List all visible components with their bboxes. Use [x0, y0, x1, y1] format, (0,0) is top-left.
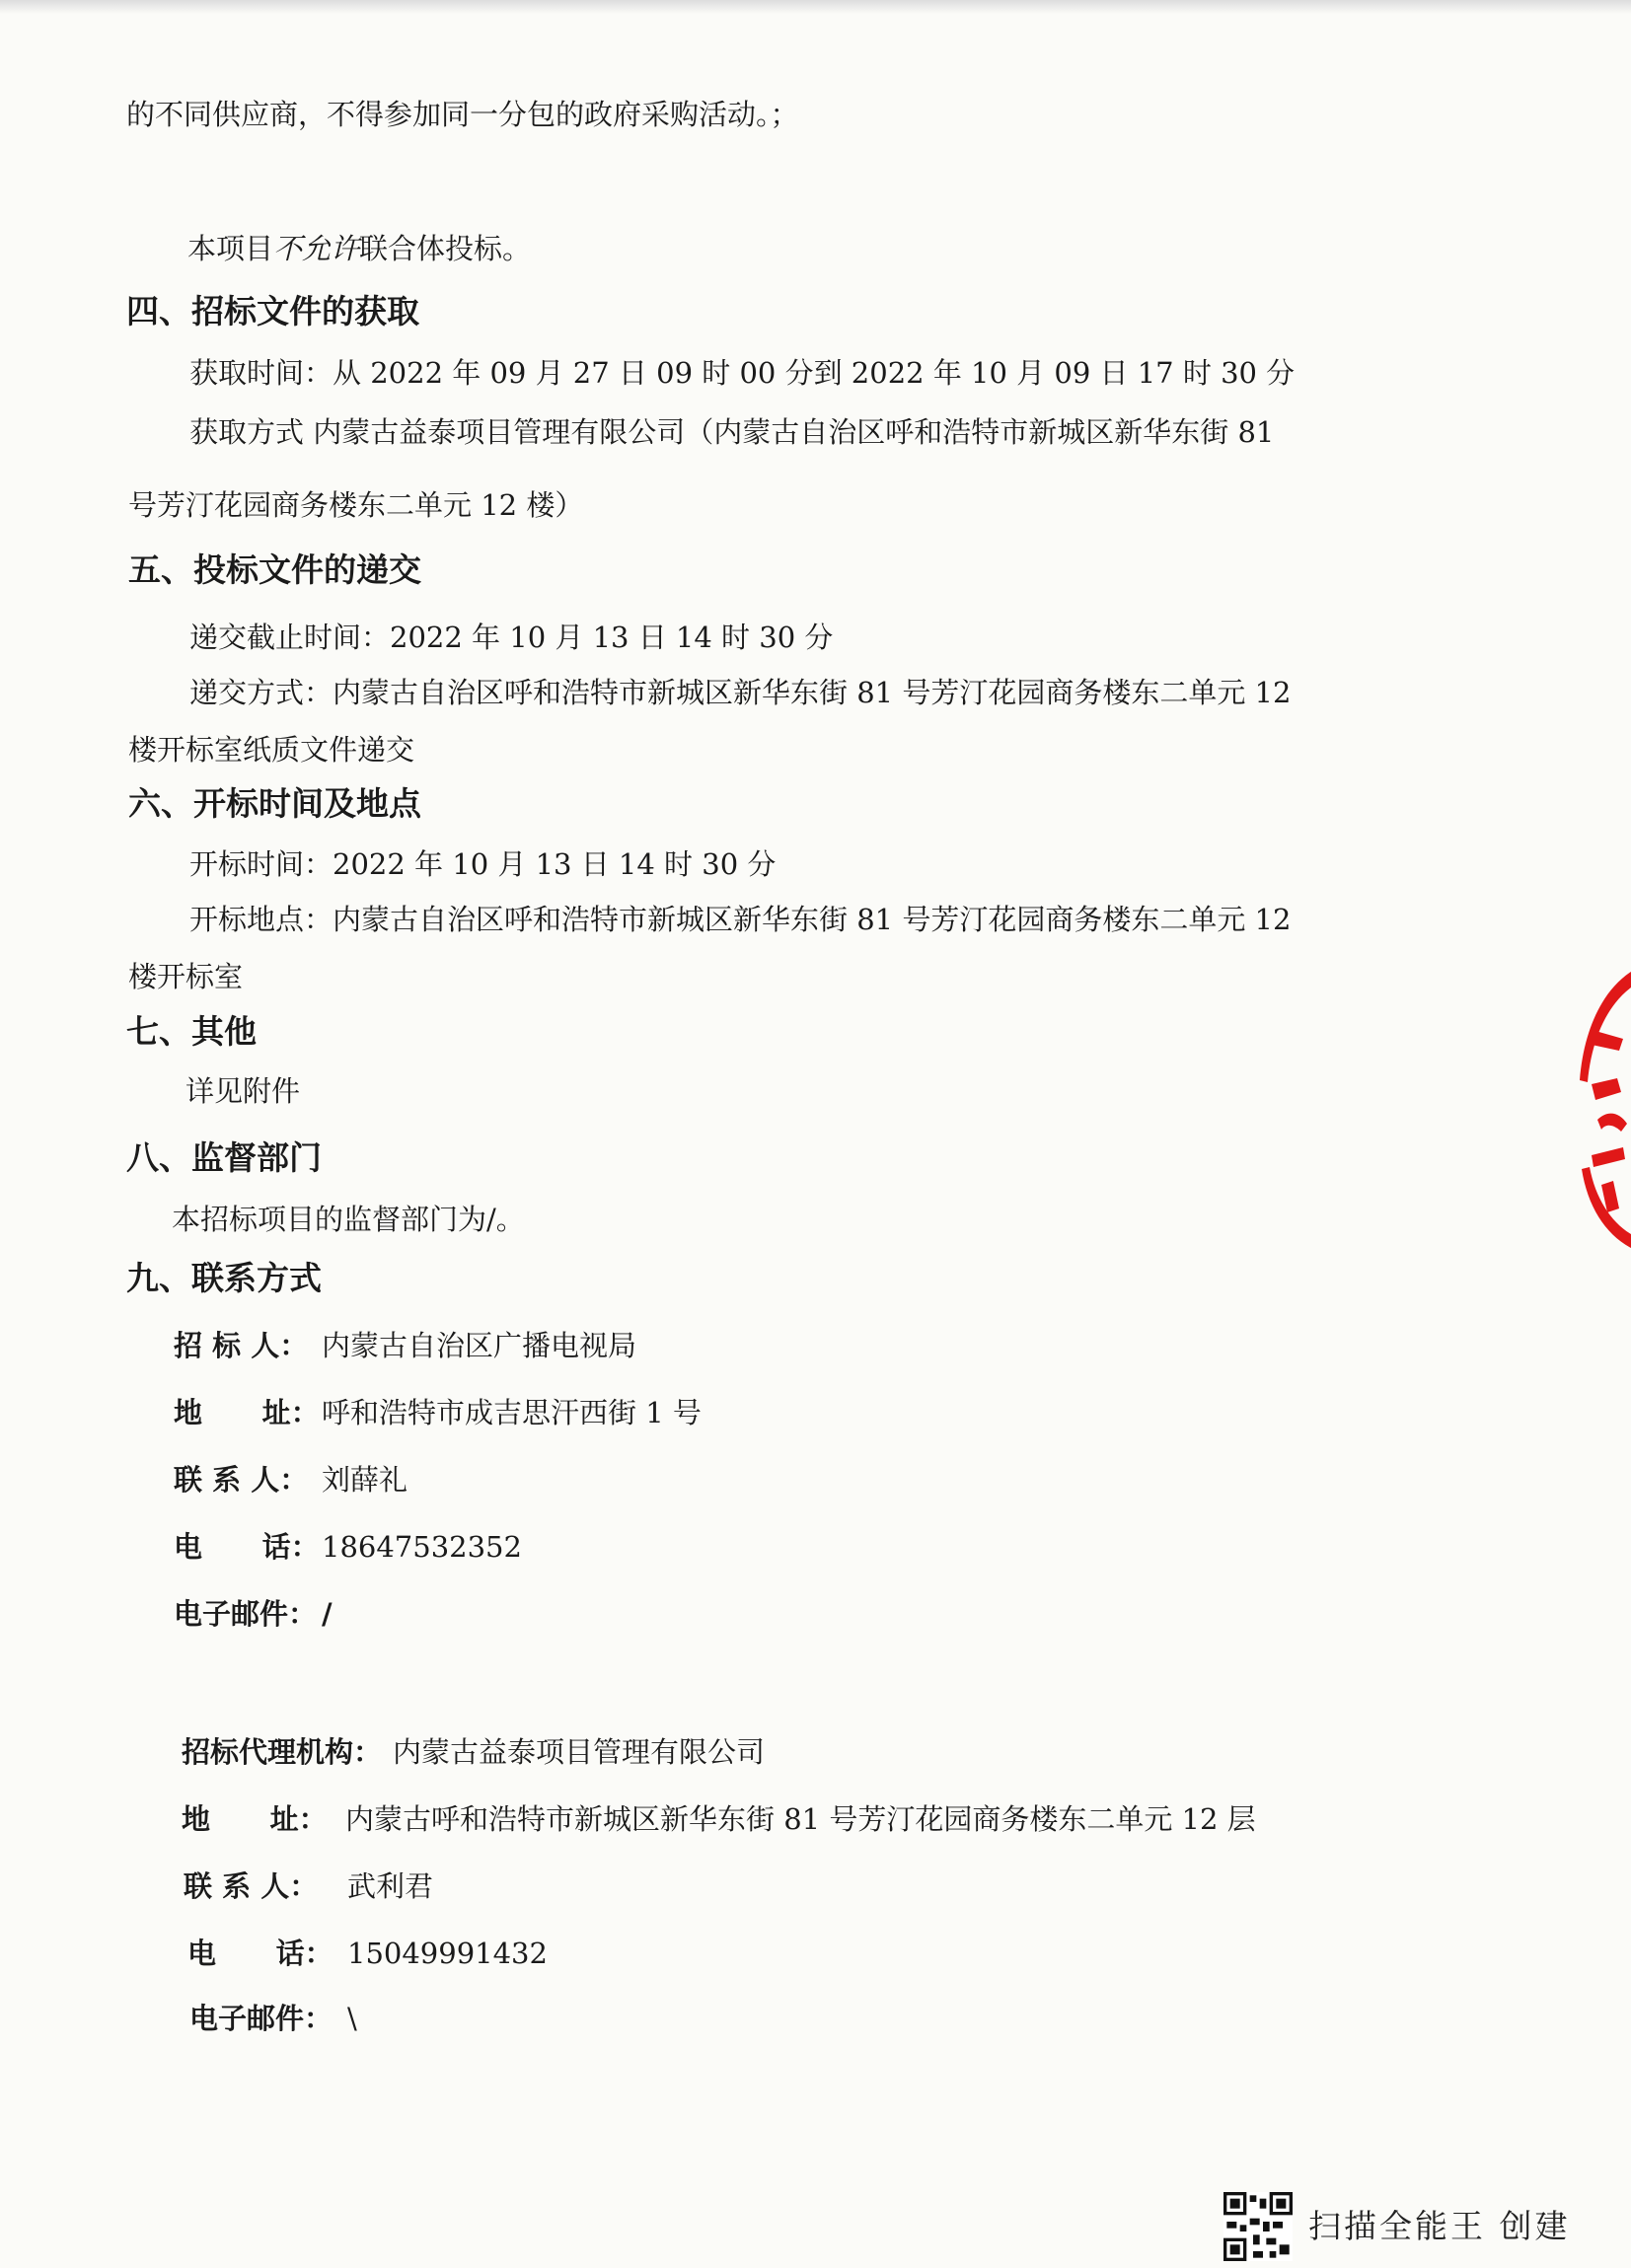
section-6-heading: 六、开标时间及地点 [128, 784, 421, 823]
opening-place-line1: 开标地点：内蒙古自治区呼和浩特市新城区新华东街 81 号芳汀花园商务楼东二单元 12 [189, 903, 1292, 936]
supervision-text: 本招标项目的监督部门为/。 [172, 1203, 525, 1236]
agency-name: 内蒙古益泰项目管理有限公司 [393, 1735, 766, 1769]
section-5-heading: 五、投标文件的递交 [128, 550, 421, 589]
purchaser-addr-label: 地 址： [174, 1396, 320, 1429]
section-4-heading: 四、招标文件的获取 [126, 292, 419, 330]
opening-time: 开标时间：2022 年 10 月 13 日 14 时 30 分 [189, 847, 777, 881]
agency-email-row [189, 1999, 357, 2038]
purchaser-contact: 刘薛礼 [322, 1463, 408, 1497]
submit-deadline: 递交截止时间：2022 年 10 月 13 日 14 时 30 分 [189, 621, 834, 654]
purchaser-name: 内蒙古自治区广播电视局 [322, 1329, 637, 1362]
purchaser-addr: 呼和浩特市成吉思汗西街 1 号 [322, 1396, 702, 1429]
consortium-statement [187, 229, 531, 268]
obtain-method-line2: 号芳汀花园商务楼东二单元 12 楼） [128, 488, 584, 522]
agency-name-label: 招标代理机构： [182, 1735, 383, 1769]
scanner-watermark [1223, 2192, 1571, 2261]
submit-method-line2: 楼开标室纸质文件递交 [128, 733, 415, 767]
agency-phone: 15049991432 [347, 1937, 548, 1970]
obtain-method-line1: 获取方式 内蒙古益泰项目管理有限公司（内蒙古自治区呼和浩特市新城区新华东街 81 [189, 415, 1275, 449]
agency-contact-row [184, 1866, 433, 1906]
agency-email-label: 电子邮件： [189, 2002, 334, 2035]
purchaser-contact-label: 联 系 人： [174, 1463, 309, 1497]
scanner-watermark-text: 扫描全能王 创建 [1308, 2207, 1571, 2245]
purchaser-name-row [174, 1326, 636, 1365]
continuation-text: 的不同供应商，不得参加同一分包的政府采购活动。； [126, 98, 799, 131]
obtain-time: 获取时间：从 2022 年 09 月 27 日 09 时 00 分到 2022 年 10 月 09 日 17 时 30 分 [189, 356, 1296, 390]
purchaser-email-label: 电子邮件： [174, 1597, 318, 1631]
agency-phone-label: 电 话： [187, 1937, 334, 1970]
other-text: 详见附件 [185, 1074, 301, 1108]
opening-place-line2: 楼开标室 [128, 960, 244, 993]
section-8-heading: 八、监督部门 [126, 1138, 322, 1177]
purchaser-phone-label: 电 话： [174, 1530, 320, 1564]
section-7-heading: 七、其他 [126, 1012, 257, 1051]
agency-addr-label: 地 址： [182, 1802, 328, 1836]
agency-phone-row [187, 1934, 548, 1973]
agency-email: \ [347, 2002, 357, 2035]
agency-contact-label: 联 系 人： [184, 1869, 319, 1903]
submit-method-line1: 递交方式：内蒙古自治区呼和浩特市新城区新华东街 81 号芳汀花园商务楼东二单元 12 [189, 676, 1292, 709]
purchaser-phone-row [174, 1527, 522, 1567]
qr-code-icon [1223, 2192, 1293, 2261]
purchaser-phone: 18647532352 [322, 1530, 522, 1564]
consortium-pre: 本项目 [187, 232, 274, 265]
purchaser-email: / [322, 1597, 333, 1631]
purchaser-addr-row [174, 1393, 702, 1432]
purchaser-name-label: 招 标 人： [174, 1329, 309, 1362]
agency-addr: 内蒙古呼和浩特市新城区新华东街 81 号芳汀花园商务楼东二单元 12 层 [345, 1802, 1256, 1836]
purchaser-contact-row [174, 1460, 408, 1500]
consortium-em: 不允许 [273, 232, 360, 265]
consortium-post: 联合体投标。 [359, 232, 532, 265]
section-9-heading: 九、联系方式 [126, 1259, 322, 1297]
agency-addr-row [182, 1799, 1256, 1839]
agency-name-row [182, 1732, 765, 1772]
official-seal-partial [1562, 962, 1631, 1287]
agency-contact: 武利君 [347, 1869, 434, 1903]
scan-edge [0, 0, 1631, 14]
purchaser-email-row [174, 1594, 333, 1634]
